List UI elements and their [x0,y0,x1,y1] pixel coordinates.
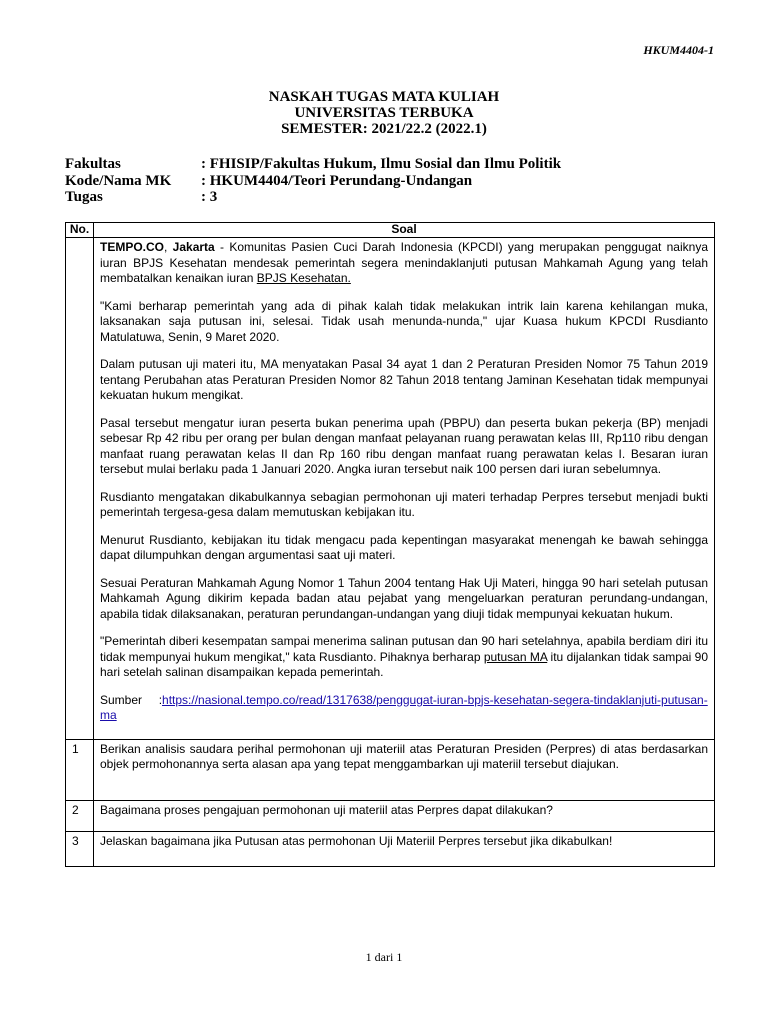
meta-row-assignment [65,189,561,206]
meta-label: Tugas [65,189,103,205]
page-number: 1 dari 1 [365,950,403,964]
case-row [66,238,715,740]
header-title: NASKAH TUGAS MATA KULIAH [268,89,500,105]
question-row [66,831,715,866]
case-paragraph-7: Sesuai Peraturan Mahkamah Agung Nomor 1 Tahun 2004 tentang Hak Uji Materi, hingga 90 hari setelah putusan Mahkamah Agung dikirim kepada badan atau pejabat yang mengeluarkan peraturan perundang-undangan, apabila tidak dilaksanakan, peraturan perundangan-undangan yang diuji tidak mempunyai kekuatan hukum. [100,575,708,621]
case-text-cell [94,238,715,740]
header-semester: SEMESTER: 2021/22.2 (2022.1) [281,121,487,137]
source-url-link[interactable]: https://nasional.tempo.co/read/1317638/penggugat-iuran-bpjs-kesehatan-segera-tindaklanjuti-putusan-ma [100,692,708,722]
case-paragraph-5: Rusdianto mengatakan dikabulkannya sebagian permohonan uji materi terhadap Perpres tersebut menjadi bukti pemerintah tergesa-gesa dalam memutuskan kebijakan itu. [100,489,708,519]
question-text: Berikan analisis saudara perihal permohonan uji materiil atas Peraturan Presiden (Perpres) di atas berdasarkan objek permohonannya serta alasan apa yang tepat menggambarkan uji materiil tersebut diajukan. [94,739,715,800]
case-source: TEMPO.CO [100,240,165,254]
meta-value: : FHISIP/Fakultas Hukum, Ilmu Sosial dan Ilmu Politik [201,156,562,172]
table-header-row [66,223,715,238]
question-text: Jelaskan bagaimana jika Putusan atas permohonan Uji Materiil Perpres tersebut jika dikabulkan! [94,831,715,866]
question-row [66,739,715,800]
meta-value: : 3 [201,189,218,205]
case-source-line [100,693,708,724]
case-no-cell [66,238,94,740]
header-soal: Soal [94,223,715,238]
question-text: Bagaimana proses pengajuan permohonan uji materiil atas Perpres dapat dilakukan? [94,800,715,831]
document-header [0,89,768,137]
meta-row-course [65,173,561,190]
question-row [66,800,715,831]
case-paragraph-8: "Pemerintah diberi kesempatan sampai menerima salinan putusan dan 90 hari setelahnya, apabila berdiam diri itu tidak mempunyai hukum mengikat," kata Rusdianto. Pihaknya berharap putusan MA itu dijalankan tidak sampai 90 hari setelah salinan disampaikan kepada pemerintah. [100,634,708,679]
case-paragraph-3: Dalam putusan uji materi itu, MA menyatakan Pasal 34 ayat 1 dan 2 Peraturan Presiden Nomor 75 Tahun 2019 tentang Perubahan atas Peraturan Presiden Nomor 82 Tahun 2018 tentang Jaminan Kesehatan tidak mempunyai kekuatan hukum mengikat. [100,357,708,402]
case-city: Jakarta [172,240,215,254]
question-number: 2 [66,800,94,831]
meta-row-faculty [65,156,561,173]
source-label: Sumber : [100,692,163,707]
question-number: 3 [66,831,94,866]
assignment-table [65,222,715,867]
header-no: No. [66,223,94,238]
case-paragraph-4: Pasal tersebut mengatur iuran peserta bukan penerima upah (PBPU) dan peserta bukan pekerja (BP) menjadi sebesar Rp 42 ribu per orang per bulan dengan manfaat pelayanan ruang perawatan kelas III, Rp110 ribu dengan manfaat ruang perawatan kelas II dan Rp 160 ribu dengan manfaat ruang perawatan kelas I. Besaran iuran tersebut mulai berlaku pada 1 Januari 2020. Angka iuran tersebut naik 100 persen dari iuran sebelumnya. [100,415,708,476]
case-paragraph-2: "Kami berharap pemerintah yang ada di pihak kalah tidak melakukan intrik lain karena kehilangan muka, laksanakan saja putusan ini, selesai. Tidak usah menunda-nunda," ujar Kuasa hukum KPCDI Rusdianto Matulatuwa, Senin, 9 Maret 2020. [100,298,708,344]
header-university: UNIVERSITAS TERBUKA [294,105,474,121]
document-code: HKUM4404-1 [643,43,714,57]
meta-label: Fakultas [65,156,121,172]
case-paragraph-6: Menurut Rusdianto, kebijakan itu tidak mengacu pada kepentingan masyarakat menengah ke bawah sehingga dapat dilumpuhkan dengan argumentasi saat uji materi. [100,532,708,562]
meta-value: : HKUM4404/Teori Perundang-Undangan [201,172,473,189]
meta-label: Kode/Nama MK [65,172,172,189]
case-paragraph-1: TEMPO.CO, Jakarta - Komunitas Pasien Cuci Darah Indonesia (KPCDI) yang merupakan penggugat naiknya iuran BPJS Kesehatan mendesak pemerintah segera menindaklanjuti putusan Mahkamah Agung yang telah membatalkan kenaikan iuran BPJS Kesehatan. [100,240,708,285]
question-number: 1 [66,739,94,800]
putusan-ma-link[interactable]: putusan MA [483,649,548,664]
bpjs-link[interactable]: BPJS Kesehatan. [256,271,351,285]
course-meta [65,156,561,206]
